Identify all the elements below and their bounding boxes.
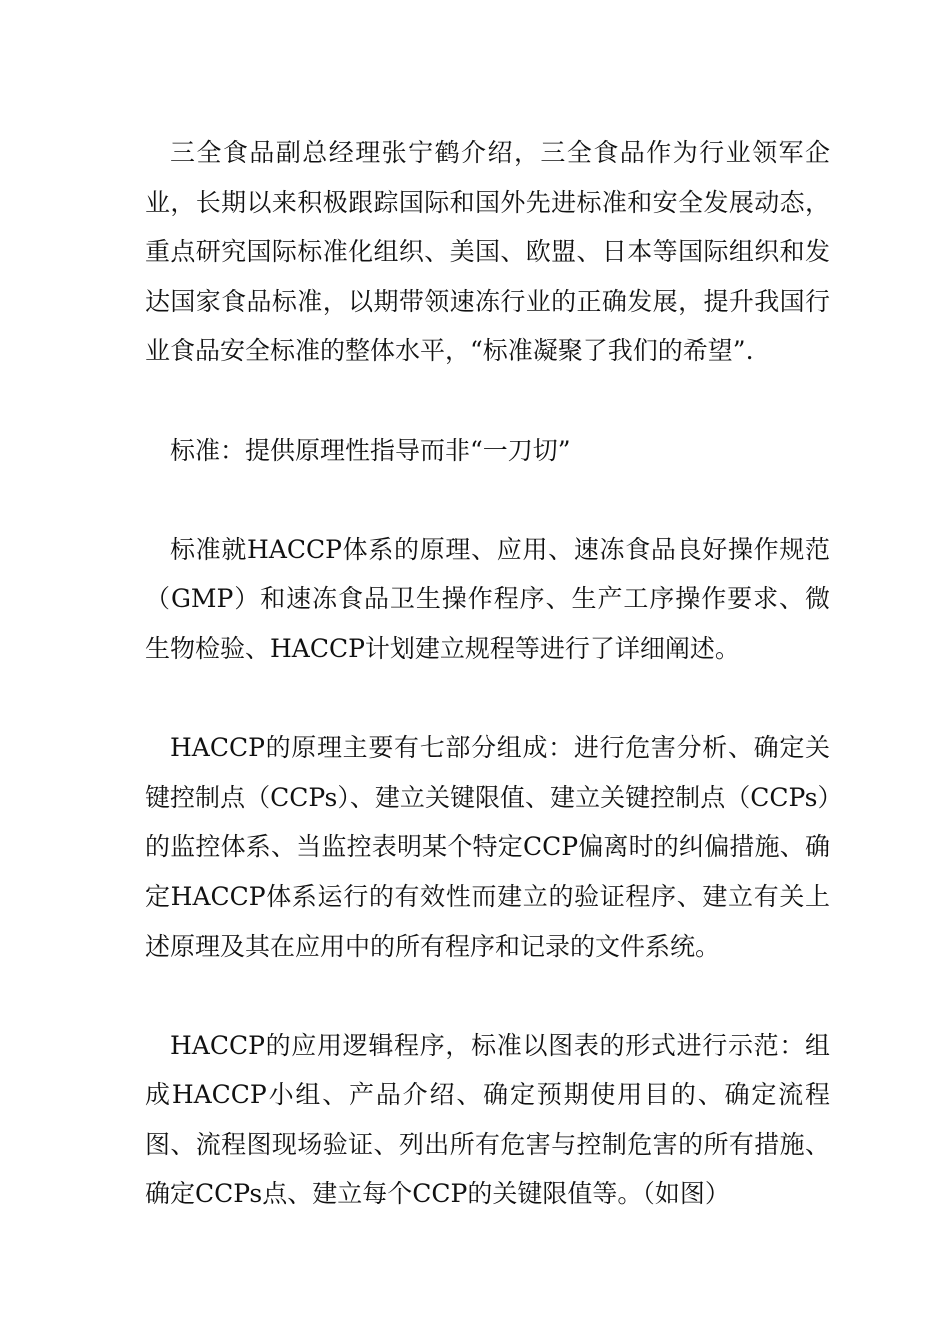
section-heading: 标准：提供原理性指导而非“一刀切” [170, 435, 571, 465]
paragraph-haccp-principles: HACCP的原理主要有七部分组成：进行危害分析、确定关键控制点（CCPs）、建立关键限值、建立关键控制点（CCPs）的监控体系、当监控表明某个特定CCP偏离时的纠偏措施、确定HACCP体系运行的有效性而建立的验证程序、建立有关上述原理及其在应用中的所有程序和记录的文件系统。 [145, 733, 830, 961]
paragraph-haccp-application: HACCP的应用逻辑程序，标准以图表的形式进行示范：组成HACCP小组、产品介绍、确定预期使用目的、确定流程图、流程图现场验证、列出所有危害与控制危害的所有措施、确定CCPs点、建立每个CCP的关键限值等。（如图） [145, 1030, 830, 1209]
paragraph-intro: 三全食品副总经理张宁鹤介绍，三全食品作为行业领军企业，长期以来积极跟踪国际和国外先进标准和安全发展动态，重点研究国际标准化组织、美国、欧盟、日本等国际组织和发达国家食品标准，以期带领速冻行业的正确发展，提升我国行业食品安全标准的整体水平，“标准凝聚了我们的希望”. [145, 138, 830, 366]
document-body [145, 128, 830, 1219]
paragraph-standard-scope: 标准就HACCP体系的原理、应用、速冻食品良好操作规范（GMP）和速冻食品卫生操作程序、生产工序操作要求、微生物检验、HACCP计划建立规程等进行了详细阐述。 [145, 534, 830, 663]
